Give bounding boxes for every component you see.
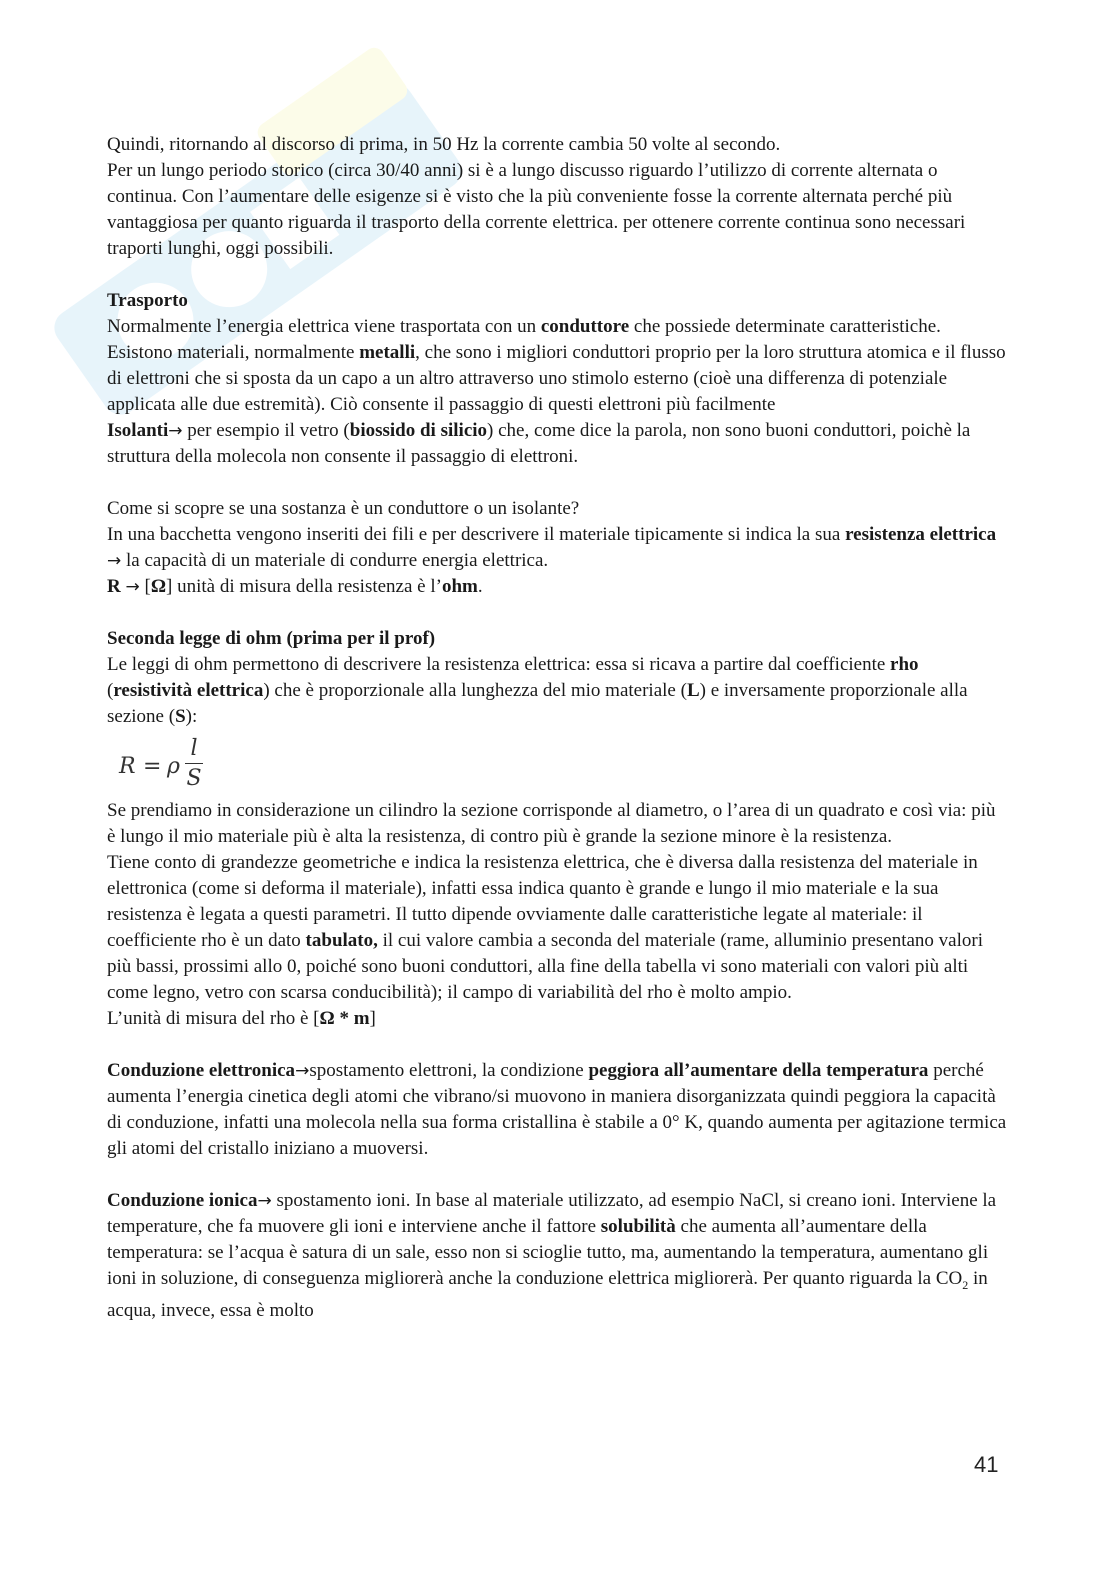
resistance-formula [117,736,1007,794]
section-heading-trasporto: Trasporto [107,290,188,311]
formula-fraction [185,736,203,792]
document-body [107,132,1007,1324]
paragraph: Isolanti→ per esempio il vetro (biossido di silicio) che, come dice la parola, non sono buoni conduttori, poichè la struttura della molecola non consente il passaggio di elettroni. [107,420,971,467]
page-number: 41 [974,1452,999,1477]
section-heading-legge-ohm: Seconda legge di ohm (prima per il prof) [107,628,436,649]
paragraph: Tiene conto di grandezze geometriche e indica la resistenza elettrica, che è diversa dalla resistenza del materiale in elettronica (come si deforma il materiale), infatti essa indica quanto è grande e lungo il mio materiale e la sua resistenza è legata a questi parametri. Il tutto dipende ovviamente dalle caratteristiche legate al materiale: il coefficiente rho è un dato tabulato, il cui valore cambia a seconda del materiale (rame, alluminio presentano valori più bassi, prossimi allo 0, poiché sono buoni conduttori, alla fine della tabella vi sono materiali con valori più alti come legno, vetro con scarsa conducibilità); il campo di variabilità del rho è molto ampio. [107,852,983,1003]
paragraph: Le leggi di ohm permettono di descrivere la resistenza elettrica: essa si ricava a partire dal coefficiente rho (resistività elettrica) che è proporzionale alla lunghezza del mio materiale (L) e inversamente proporzionale alla sezione (S): [107,654,968,727]
paragraph: In una bacchetta vengono inseriti dei fili e per descrivere il materiale tipicamente si indica la sua resistenza elettrica → la capacità di un materiale di condurre energia elettrica. [107,524,997,571]
formula-equals: = [143,754,162,779]
paragraph: Come si scopre se una sostanza è un conduttore o un isolante? [107,498,580,519]
paragraph: Conduzione ionica→ spostamento ioni. In base al materiale utilizzato, ad esempio NaCl, si creano ioni. Interviene la temperature, che fa muovere gli ioni e interviene anche il fattore solubilità che aumenta all’aumentare della temperatura: se l’acqua è satura di un sale, esso non si scioglie tutto, ma, aumentando la temperatura, aumentano gli ioni in soluzione, di conseguenza migliorerà anche la conduzione elettrica migliorerà. Per quanto riguarda la $CO_2$ in acqua, invece, essa è molto [107,1190,997,1321]
paragraph: L’unità di misura del rho è [Ω * m] [107,1008,376,1029]
arrow-right-icon: → [168,421,183,441]
arrow-right-icon: → [257,1191,272,1211]
paragraph: Per un lungo periodo storico (circa 30/40 anni) si è a lungo discusso riguardo l’utilizzo di corrente alternata o continua. Con l’aumentare delle esigenze si è visto che la più conveniente fosse la corrente alternata perché più vantaggiosa per quanto riguarda il trasporto della corrente elettrica. per ottenere corrente continua sono necessari traporti lunghi, oggi possibili. [107,160,966,259]
arrow-right-icon: → [295,1061,310,1081]
formula-numerator: l [190,736,198,761]
arrow-right-icon: → [107,551,122,571]
formula-lhs: R [119,754,136,779]
paragraph: Se prendiamo in considerazione un cilindro la sezione corrisponde al diametro, o l’area di un quadrato e così via: più è lungo il mio materiale più è alta la resistenza, di contro più è grande la sezione minore è la resistenza. [107,800,996,847]
paragraph: Quindi, ritornando al discorso di prima, in 50 Hz la corrente cambia 50 volte al secondo. [107,134,781,155]
paragraph: Normalmente l’energia elettrica viene trasportata con un conduttore che possiede determinate caratteristiche. Esistono materiali, normalmente metalli, che sono i migliori conduttori proprio per la loro struttura atomica e il flusso di elettroni che si sposta da un capo a un altro attraverso uno stimolo esterno (cioè una differenza di potenziale applicata alle due estremità). Ciò consente il passaggio di questi elettroni più facilmente [107,316,1006,415]
formula-rho: ρ [167,754,180,779]
paragraph: R → [Ω] unità di misura della resistenza è l’ohm. [107,576,483,597]
paragraph: Conduzione elettronica→spostamento elettroni, la condizione peggiora all’aumentare della temperatura perché aumenta l’energia cinetica degli atomi che vibrano/si muovono in maniera disorganizzata quindi peggiora la capacità di conduzione, infatti una molecola nella sua forma cristallina è stabile a 0° K, quando aumenta per agitazione termica gli atomi del cristallo iniziano a muoversi. [107,1060,1007,1159]
arrow-right-icon: → [125,577,140,597]
formula-denominator: S [186,766,202,791]
